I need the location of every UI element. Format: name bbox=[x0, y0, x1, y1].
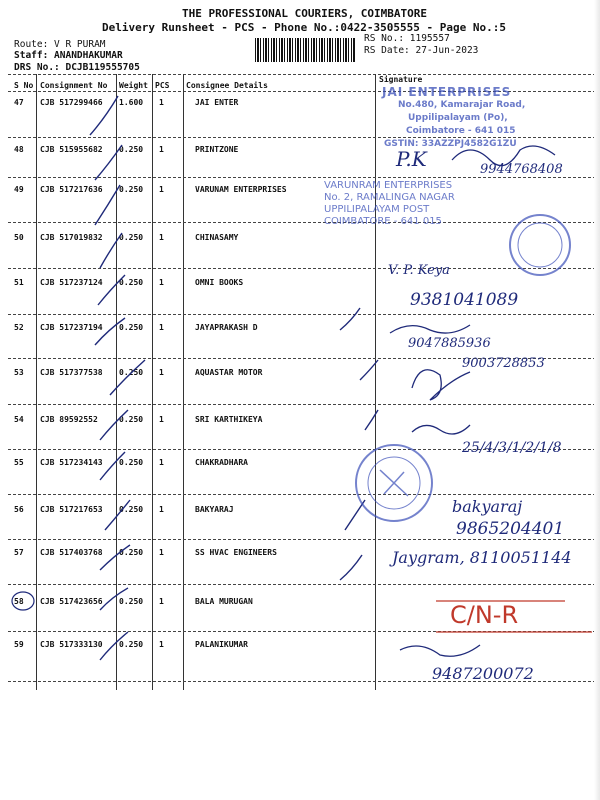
row-consignment: CJB 517234143 bbox=[40, 458, 103, 467]
row-pcs: 1 bbox=[159, 145, 164, 154]
row-weight: 0.250 bbox=[119, 233, 144, 242]
row-consignee: PALANIKUMAR bbox=[195, 640, 248, 649]
row-weight: 0.250 bbox=[119, 145, 144, 154]
row-sno: 52 bbox=[14, 323, 24, 332]
rs-date-label: RS Date: 27-Jun-2023 bbox=[364, 45, 479, 56]
row-sno: 50 bbox=[14, 233, 24, 242]
row-consignment: CJB 517403768 bbox=[40, 548, 103, 557]
row-sno: 59 bbox=[14, 640, 24, 649]
varunram-stamp: VARUNRAM ENTERPRISES No. 2, RAMALINGA NAGAR UPPILIPALAYAM POST COIMBATORE - 641 015 bbox=[324, 180, 455, 227]
row-consignee: JAYAPRAKASH D bbox=[195, 323, 258, 332]
cnr-note: C/N-R bbox=[450, 601, 519, 629]
runsheet-subtitle: Delivery Runsheet - PCS - Phone No.:0422-3505555 - Page No.:5 bbox=[102, 21, 506, 34]
row-weight: 0.250 bbox=[119, 185, 144, 194]
row-consignee: PRINTZONE bbox=[195, 145, 239, 154]
col-pcs: PCS bbox=[155, 81, 170, 90]
stamp-emblem bbox=[380, 470, 408, 496]
row-weight: 0.250 bbox=[119, 640, 144, 649]
row-weight: 0.250 bbox=[119, 415, 144, 424]
row-consignment: CJB 517217636 bbox=[40, 185, 103, 194]
row-pcs: 1 bbox=[159, 233, 164, 242]
row-weight: 0.250 bbox=[119, 278, 144, 287]
row-consignment: CJB 517019832 bbox=[40, 233, 103, 242]
company-title: THE PROFESSIONAL COURIERS, COIMBATORE bbox=[182, 7, 428, 20]
row-consignment: CJB 517423656 bbox=[40, 597, 103, 606]
row-pcs: 1 bbox=[159, 278, 164, 287]
signature-51-name: V. P. Keya bbox=[388, 263, 450, 278]
row-sno: 57 bbox=[14, 548, 24, 557]
row-weight: 0.250 bbox=[119, 548, 144, 557]
row-weight: 0.250 bbox=[119, 368, 144, 377]
signature-52-phone: 9047885936 bbox=[408, 336, 491, 351]
row-weight: 0.250 bbox=[119, 323, 144, 332]
row-sno: 54 bbox=[14, 415, 24, 424]
row-consignment: CJB 517377538 bbox=[40, 368, 103, 377]
row-consignee: CHAKRADHARA bbox=[195, 458, 248, 467]
row-sno: 49 bbox=[14, 185, 24, 194]
row-consignment: CJB 517333130 bbox=[40, 640, 103, 649]
row-consignment: CJB 89592552 bbox=[40, 415, 98, 424]
row-consignee: OMNI BOOKS bbox=[195, 278, 244, 287]
row-sno: 55 bbox=[14, 458, 24, 467]
col-signature: Signature bbox=[379, 75, 423, 84]
rs-no-label: RS No.: 1195557 bbox=[364, 33, 450, 44]
drs-label: DRS No.: DCJB119555705 bbox=[14, 62, 140, 73]
row-consignee: BALA MURUGAN bbox=[195, 597, 253, 606]
row-sno: 48 bbox=[14, 145, 24, 154]
row-sno: 56 bbox=[14, 505, 24, 514]
circle-mark bbox=[12, 592, 34, 610]
signature-56-name: bakyaraj bbox=[452, 497, 523, 516]
row-consignee: CHINASAMY bbox=[195, 233, 239, 242]
signature-57-hand: Jaygram, 8110051144 bbox=[392, 548, 572, 567]
row-consignment: CJB 517237124 bbox=[40, 278, 103, 287]
signature-54-hand: 25/4/3/1/2/1/8 bbox=[462, 440, 562, 456]
route-label: Route: V R PURAM bbox=[14, 39, 106, 50]
col-consignee: Consignee Details bbox=[186, 81, 268, 90]
row-consignment: CJB 517237194 bbox=[40, 323, 103, 332]
row-sno: 47 bbox=[14, 98, 24, 107]
row-sno: 58 bbox=[14, 597, 24, 606]
row-consignment: CJB 517217653 bbox=[40, 505, 103, 514]
signature-59-phone: 9487200072 bbox=[432, 664, 534, 683]
row-pcs: 1 bbox=[159, 505, 164, 514]
row-consignee: BAKYARAJ bbox=[195, 505, 234, 514]
row-pcs: 1 bbox=[159, 185, 164, 194]
row-pcs: 1 bbox=[159, 368, 164, 377]
row-consignee: SS HVAC ENGINEERS bbox=[195, 548, 277, 557]
row-pcs: 1 bbox=[159, 98, 164, 107]
round-stamp-inner bbox=[518, 223, 562, 267]
jai-enterprises-stamp: JAI ENTERPRISES No.480, Kamarajar Road, Uppilipalayam (Po), Coimbatore - 641 015 GSTIN: 33AZZPJ4582G1ZU bbox=[382, 85, 526, 149]
row-pcs: 1 bbox=[159, 597, 164, 606]
row-pcs: 1 bbox=[159, 415, 164, 424]
row-sno: 51 bbox=[14, 278, 24, 287]
row-consignee: SRI KARTHIKEYA bbox=[195, 415, 263, 424]
staff-label: Staff: ANANDHAKUMAR bbox=[14, 50, 123, 61]
row-pcs: 1 bbox=[159, 323, 164, 332]
row-pcs: 1 bbox=[159, 640, 164, 649]
row-sno: 53 bbox=[14, 368, 24, 377]
signature-48-phone: 9944768408 bbox=[480, 162, 563, 177]
row-consignment: CJB 515955682 bbox=[40, 145, 103, 154]
page-edge bbox=[594, 0, 600, 800]
row-pcs: 1 bbox=[159, 548, 164, 557]
row-weight: 1.600 bbox=[119, 98, 144, 107]
signature-53-phone: 9003728853 bbox=[462, 356, 545, 371]
col-consignment: Consignment No bbox=[40, 81, 108, 90]
row-consignee: VARUNAM ENTERPRISES bbox=[195, 185, 287, 194]
row-consignee: AQUASTAR MOTOR bbox=[195, 368, 263, 377]
signature-51-phone: 9381041089 bbox=[410, 290, 519, 310]
row-weight: 0.250 bbox=[119, 505, 144, 514]
col-weight: Weight bbox=[119, 81, 148, 90]
row-pcs: 1 bbox=[159, 458, 164, 467]
round-stamp bbox=[510, 215, 570, 275]
row-consignment: CJB 517299466 bbox=[40, 98, 103, 107]
row-weight: 0.250 bbox=[119, 597, 144, 606]
signature-56-phone: 9865204401 bbox=[456, 519, 565, 539]
signature-48-name: P.K bbox=[396, 147, 427, 171]
row-weight: 0.250 bbox=[119, 458, 144, 467]
row-consignee: JAI ENTER bbox=[195, 98, 239, 107]
col-sno: S No bbox=[14, 81, 34, 90]
